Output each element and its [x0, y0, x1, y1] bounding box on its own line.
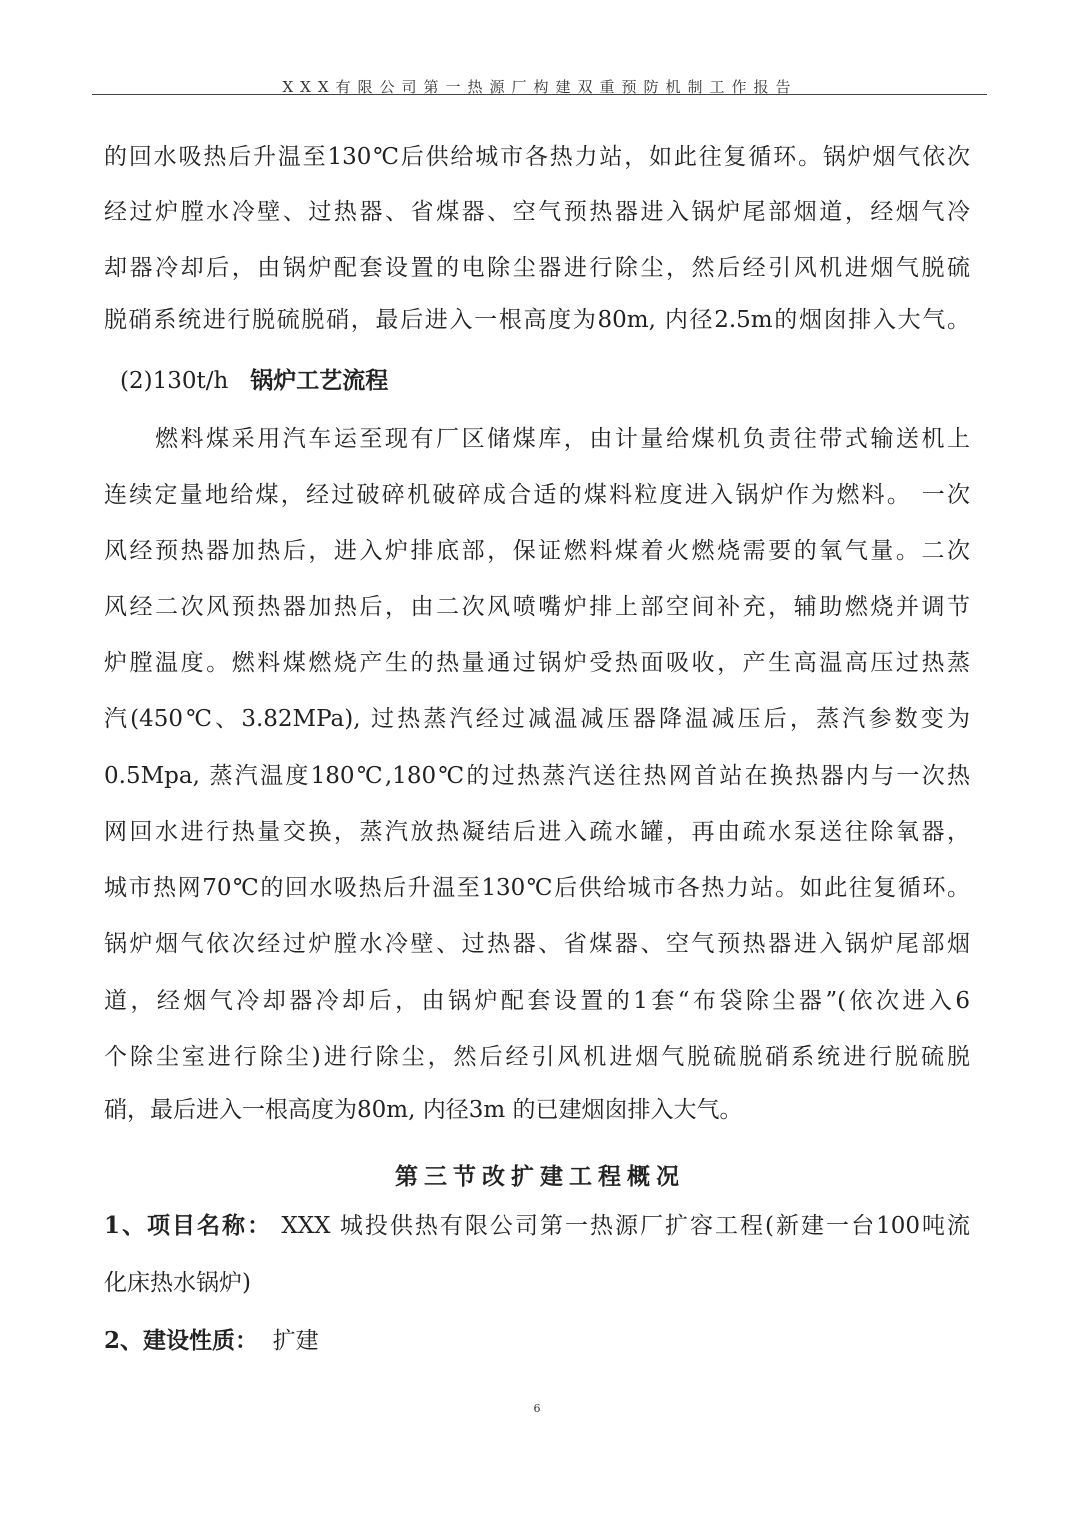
subheading-number: (2)130t/h	[120, 368, 229, 394]
body-line: 城市热网70℃的回水吸热后升温至130℃后供给城市各热力站。如此往复循环。	[104, 875, 970, 901]
item-project-name	[104, 1211, 970, 1241]
item-value: XXX 城投供热有限公司第一热源厂扩容工程(新建一台100吨流	[281, 1213, 971, 1239]
subheading	[120, 366, 986, 396]
body-line: 网回水进行热量交换，蒸汽放热凝结后进入疏水罐，再由疏水泵送往除氧器，	[104, 819, 970, 845]
body-line: 锅炉烟气依次经过炉膛水冷壁、过热器、省煤器、空气预热器进入锅炉尾部烟	[104, 931, 970, 957]
item-value: 扩建	[272, 1328, 319, 1354]
item-label: 1、项目名称：	[104, 1212, 273, 1239]
body-line: 经过炉膛水冷壁、过热器、省煤器、空气预热器进入锅炉尾部烟道，经烟气冷	[104, 199, 970, 225]
body-line: 连续定量地给煤，经过破碎机破碎成合适的煤料粒度进入锅炉作为燃料。 一次	[104, 482, 970, 508]
item-value-continued: 化床热水锅炉)	[104, 1270, 251, 1296]
body-line: 炉膛温度。燃料煤燃烧产生的热量通过锅炉受热面吸收，产生高温高压过热蒸	[104, 650, 970, 676]
item-construction-type	[104, 1326, 970, 1356]
body-line: 脱硝系统进行脱硫脱硝，最后进入一根高度为80m, 内径2.5m的烟囱排入大气。	[104, 307, 970, 333]
body-line: 汽(450℃、3.82MPa), 过热蒸汽经过减温减压器降温减压后，蒸汽参数变为	[104, 706, 970, 732]
running-header: XXX有限公司第一热源厂构建双重预防机制工作报告	[282, 78, 798, 96]
body-line: 却器冷却后，由锅炉配套设置的电除尘器进行除尘，然后经引风机进烟气脱硫	[104, 255, 970, 281]
body-line: 道，经烟气冷却器冷却后，由锅炉配套设置的1套“布袋除尘器”(依次进入6	[104, 988, 970, 1014]
body-line: 0.5Mpa, 蒸汽温度180℃,180℃的过热蒸汽送往热网首站在换热器内与一次热	[104, 763, 970, 789]
body-line: 燃料煤采用汽车运至现有厂区储煤库，由计量给煤机负责往带式输送机上	[155, 426, 970, 452]
body-line: 硝，最后进入一根高度为80m, 内径3m 的已建烟囱排入大气。	[104, 1097, 743, 1123]
subheading-title: 锅炉工艺流程	[250, 367, 389, 394]
body-line: 风经预热器加热后，进入炉排底部，保证燃料煤着火燃烧需要的氧气量。二次	[104, 538, 970, 564]
item-label: 2、建设性质：	[104, 1327, 259, 1354]
body-line: 的回水吸热后升温至130℃后供给城市各热力站，如此往复循环。锅炉烟气依次	[104, 144, 970, 170]
header-rule	[92, 94, 987, 95]
section-title: 第三节改扩建工程概况	[395, 1163, 685, 1190]
page-number: 6	[533, 1402, 541, 1415]
body-line: 个除尘室进行除尘)进行除尘，然后经引风机进烟气脱硫脱硝系统进行脱硫脱	[104, 1044, 970, 1070]
body-line: 风经二次风预热器加热后，由二次风喷嘴炉排上部空间补充，辅助燃烧并调节	[104, 594, 970, 620]
